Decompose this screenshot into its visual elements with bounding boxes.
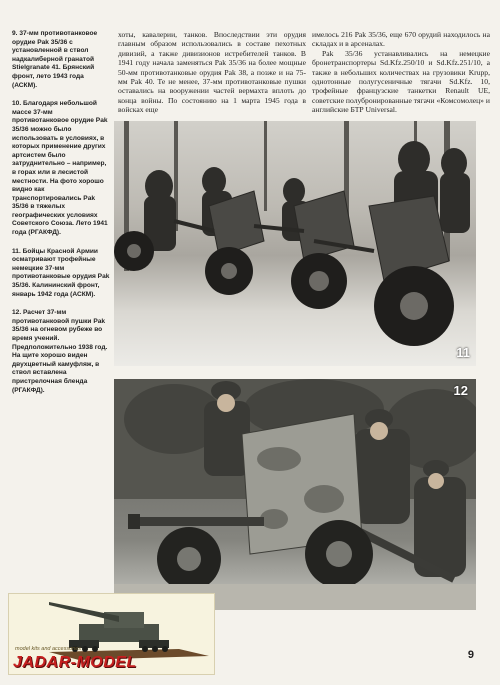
photo-caption-11: 11. Бойцы Красной Армии осматривают трофейные немецкие 37-мм противотанковые орудия Pak 35/36. Калининский фронт, январь 1942 года (АСКМ). <box>12 247 110 298</box>
photo-caption-9: 9. 37-мм противотанковое орудие Pak 35/36 с установленной в ствол надкалиберной гранатой Stielgranate 41. Брянский фронт, лето 1943 года (АСКМ). <box>12 30 98 89</box>
page-number: 9 <box>467 649 474 661</box>
ad-tagline: model kits and accessories <box>15 646 82 652</box>
jadar-model-ad[interactable] <box>8 593 215 675</box>
photo-12-image <box>114 379 476 610</box>
body-paragraph: имелось 216 Pak 35/36, еще 670 орудий находилось на складах и в арсеналах. <box>312 30 490 49</box>
photo-caption-10: 10. Благодаря небольшой массе 37-мм противотанковое орудие Pak 35/36 можно было использовать в условиях, в которых применение других артсистем было затруднительно – например, в горах или в лесистой местности. На фото хорошо видно как транспортировались Pak 35/36 в тяжелых географических условиях Советского Союза. Лето 1941 года (РГАКФД). <box>12 100 108 237</box>
photo-12 <box>114 379 476 610</box>
photo-number-11: 11 <box>456 345 470 360</box>
photo-caption-12: 12. Расчет 37-мм противотанковой пушки Pak 35/36 на огневом рубеже во время учений. Предположительно 1938 год. На щите хорошо виден двухцветный камуфляж, в ствол вставлена пристрелочная бленда (РГАКФД). <box>12 309 108 394</box>
caption-sidebar <box>12 30 110 405</box>
text-column-1 <box>118 30 306 115</box>
ad-brand-logo[interactable]: JADAR-MODEL <box>13 654 137 671</box>
photo-11-image <box>114 121 476 366</box>
body-paragraph: хоты, кавалерии, танков. Впоследствии эти орудия главным образом использовались в составе пехотных дивизий, а также дивизионов истребителей танков. В 1941 году начала заменяться Pak 35/36 на более мощные 50-мм противотанковые орудия Pak 38, а позже и на 75-мм Pak 40. Те не менее, 37-мм противотанковые пушки оставались на вооружении частей вермахта вплоть до конца войны. По состоянию на 1 марта 1945 года в войсках еще <box>118 30 306 115</box>
photo-number-12: 12 <box>453 383 468 398</box>
text-column-2 <box>312 30 490 115</box>
body-paragraph: Pak 35/36 устанавливались на немецкие бронетранспортеры Sd.Kfz.250/10 и Sd.Kfz.251/10, а также в небольших количествах на грузовики Krupp, однотонные полугусеничные тягачи Sd.Kfz. 10, трофейные французские танкетки Renault UE, советские полубронированные тягачи «Комсомолец» и английские БТР Universal. <box>312 48 490 115</box>
photo-11 <box>114 121 476 366</box>
